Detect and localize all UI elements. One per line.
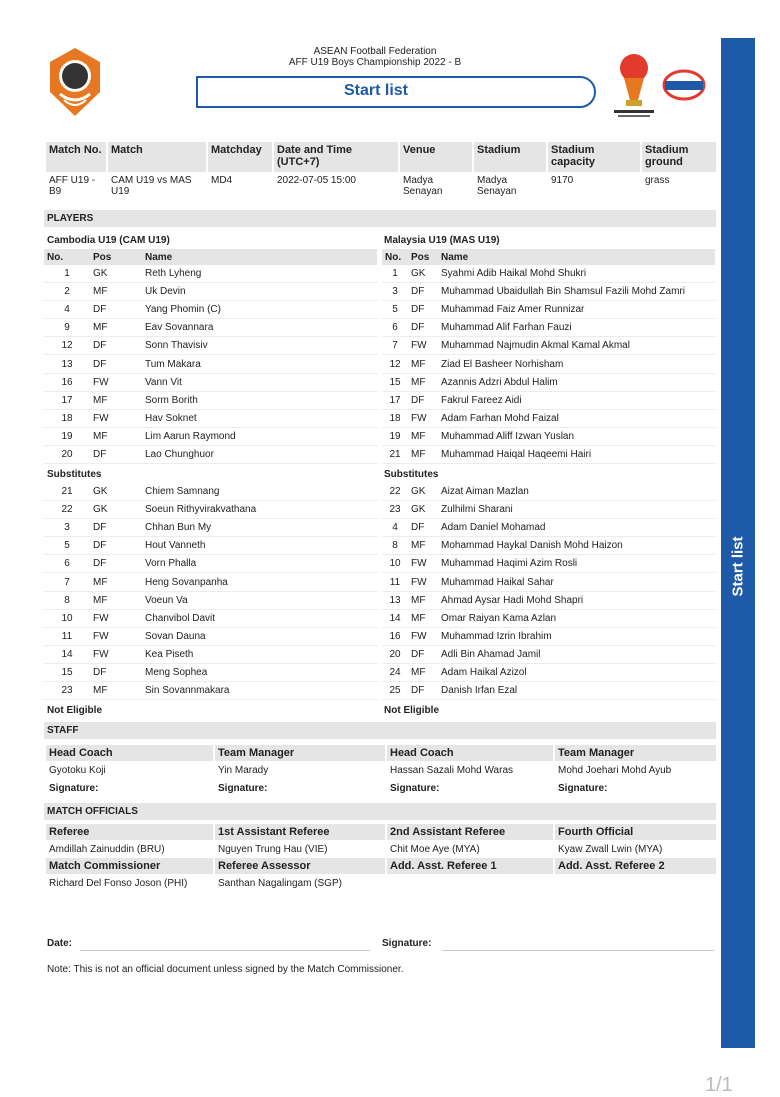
player-position: DF [90, 663, 142, 681]
away-starters-table [382, 249, 715, 464]
player-number: 20 [44, 445, 90, 463]
away-team-manager-header: Team Manager [554, 745, 716, 761]
player-row [382, 519, 715, 537]
away-team-manager: Mohd Joehari Mohd Ayub [554, 761, 716, 779]
player-row [382, 483, 715, 501]
player-position: MF [408, 609, 438, 627]
player-row [44, 319, 377, 337]
player-name: Aizat Aiman Mazlan [438, 483, 715, 501]
match-info-table [44, 142, 716, 200]
capacity-value: 9170 [547, 172, 641, 200]
home-team-manager-header: Team Manager [214, 745, 386, 761]
player-row [382, 265, 715, 283]
player-row [382, 555, 715, 573]
player-number: 24 [382, 663, 408, 681]
player-number: 11 [44, 627, 90, 645]
player-name: Vorn Phalla [142, 555, 377, 573]
player-number: 17 [382, 391, 408, 409]
player-row [382, 609, 715, 627]
player-number: 11 [382, 573, 408, 591]
player-row [44, 627, 377, 645]
player-row [382, 409, 715, 427]
fourth-official-value: Kyaw Zwall Lwin (MYA) [554, 840, 716, 858]
player-name: Sonn Thavisiv [142, 337, 377, 355]
date-line [80, 950, 370, 951]
player-number: 6 [382, 319, 408, 337]
player-position: MF [90, 391, 142, 409]
player-name: Danish Irfan Ezal [438, 682, 715, 700]
player-number: 21 [382, 445, 408, 463]
referee-assessor-header: Referee Assessor [214, 858, 386, 874]
page-title: Start list [343, 82, 408, 99]
away-subs-table [382, 483, 715, 700]
player-row [44, 573, 377, 591]
player-row [382, 645, 715, 663]
player-position: DF [90, 301, 142, 319]
player-number: 23 [382, 501, 408, 519]
stadium-value: Madya Senayan [473, 172, 547, 200]
player-row [44, 355, 377, 373]
player-row [44, 555, 377, 573]
player-row [44, 445, 377, 463]
player-position: FW [90, 409, 142, 427]
player-name: Reth Lyheng [142, 265, 377, 283]
player-number: 5 [44, 537, 90, 555]
player-row [44, 682, 377, 700]
match-commissioner-header: Match Commissioner [45, 858, 214, 874]
match-no-header: Match No. [45, 142, 107, 172]
player-position: DF [90, 337, 142, 355]
player-number: 21 [44, 483, 90, 501]
player-number: 2 [44, 283, 90, 301]
page-indicator: 1/1 [705, 1074, 733, 1096]
match-commissioner-value: Richard Del Fonso Joson (PHI) [45, 874, 214, 892]
player-position: GK [90, 483, 142, 501]
player-position: FW [90, 627, 142, 645]
match-header: Match [107, 142, 207, 172]
player-row [382, 591, 715, 609]
ground-header: Stadium ground [641, 142, 716, 172]
player-name: Ziad El Basheer Norhisham [438, 355, 715, 373]
player-position: DF [408, 301, 438, 319]
player-name: Sin Sovannmakara [142, 682, 377, 700]
player-number: 7 [382, 337, 408, 355]
player-name: Omar Raiyan Kama Azlan [438, 609, 715, 627]
player-name: Syahmi Adib Haikal Mohd Shukri [438, 265, 715, 283]
player-name: Lim Aarun Raymond [142, 427, 377, 445]
away-substitutes-label: Substitutes [384, 469, 439, 480]
player-row [44, 483, 377, 501]
player-row [382, 337, 715, 355]
player-position: MF [408, 355, 438, 373]
home-team-name: Cambodia U19 (CAM U19) [47, 235, 170, 246]
player-position: MF [408, 591, 438, 609]
away-manager-signature-label: Signature: [554, 779, 716, 797]
player-position: GK [408, 265, 438, 283]
player-position: FW [408, 573, 438, 591]
player-row [382, 373, 715, 391]
championship-trophy-logo [612, 48, 656, 122]
no-header: No. [44, 249, 90, 265]
player-row [44, 391, 377, 409]
player-row [382, 627, 715, 645]
name-header: Name [142, 249, 377, 265]
player-number: 1 [44, 265, 90, 283]
event-name: AFF U19 Boys Championship 2022 - B [288, 57, 462, 68]
player-position: DF [408, 682, 438, 700]
home-manager-signature-label: Signature: [214, 779, 386, 797]
home-starters-table [44, 249, 377, 464]
match-value: CAM U19 vs MAS U19 [107, 172, 207, 200]
player-number: 20 [382, 645, 408, 663]
venue-header: Venue [399, 142, 473, 172]
player-name: Uk Devin [142, 283, 377, 301]
home-not-eligible-label: Not Eligible [47, 705, 102, 716]
player-name: Chanvibol Davit [142, 609, 377, 627]
player-row [44, 645, 377, 663]
assistant-referee-1-header: 1st Assistant Referee [214, 824, 386, 840]
player-position: FW [408, 627, 438, 645]
player-position: MF [90, 573, 142, 591]
matchday-value: MD4 [207, 172, 273, 200]
player-name: Muhammad Ubaidullah Bin Shamsul Fazili Mohd Zamri [438, 283, 715, 301]
player-name: Tum Makara [142, 355, 377, 373]
player-row [44, 283, 377, 301]
player-number: 17 [44, 391, 90, 409]
home-team-manager: Yin Marady [214, 761, 386, 779]
player-number: 10 [382, 555, 408, 573]
player-name: Muhammad Haiqal Haqeemi Hairi [438, 445, 715, 463]
player-number: 12 [382, 355, 408, 373]
player-name: Kea Piseth [142, 645, 377, 663]
player-number: 25 [382, 682, 408, 700]
player-name: Muhammad Najmudin Akmal Kamal Akmal [438, 337, 715, 355]
ground-value: grass [641, 172, 716, 200]
player-number: 15 [44, 663, 90, 681]
player-position: MF [408, 427, 438, 445]
player-row [44, 301, 377, 319]
date-label: Date: [47, 938, 73, 949]
player-name: Mohammad Haykal Danish Mohd Haizon [438, 537, 715, 555]
player-number: 3 [44, 519, 90, 537]
player-position: DF [90, 555, 142, 573]
player-number: 14 [44, 645, 90, 663]
player-name: Muhammad Haikal Sahar [438, 573, 715, 591]
player-row [382, 391, 715, 409]
player-name: Adam Daniel Mohamad [438, 519, 715, 537]
player-row [44, 337, 377, 355]
player-position: MF [408, 537, 438, 555]
player-name: Zulhilmi Sharani [438, 501, 715, 519]
player-number: 14 [382, 609, 408, 627]
add-asst-referee-1-header: Add. Asst. Referee 1 [386, 858, 554, 874]
stadium-header: Stadium [473, 142, 547, 172]
officials-table [44, 824, 716, 892]
sidebar-band [721, 38, 755, 1048]
player-position: MF [90, 682, 142, 700]
player-name: Sovan Dauna [142, 627, 377, 645]
player-position: GK [408, 483, 438, 501]
player-row [44, 591, 377, 609]
signature-label: Signature: [382, 938, 432, 949]
player-name: Adam Haikal Azizol [438, 663, 715, 681]
player-name: Vann Vit [142, 373, 377, 391]
player-name: Muhammad Aliff Izwan Yuslan [438, 427, 715, 445]
player-row [382, 445, 715, 463]
player-number: 4 [382, 519, 408, 537]
player-position: FW [408, 409, 438, 427]
player-position: DF [90, 445, 142, 463]
player-row [44, 501, 377, 519]
player-number: 23 [44, 682, 90, 700]
player-number: 22 [44, 501, 90, 519]
venue-value: Madya Senayan [399, 172, 473, 200]
player-number: 19 [44, 427, 90, 445]
player-position: FW [90, 609, 142, 627]
player-name: Lao Chunghuor [142, 445, 377, 463]
player-position: MF [408, 663, 438, 681]
player-number: 6 [44, 555, 90, 573]
away-not-eligible-label: Not Eligible [384, 705, 439, 716]
player-name: Voeun Va [142, 591, 377, 609]
player-number: 5 [382, 301, 408, 319]
add-asst-referee-2-header: Add. Asst. Referee 2 [554, 858, 716, 874]
fourth-official-header: Fourth Official [554, 824, 716, 840]
player-number: 19 [382, 427, 408, 445]
add-asst-referee-1-value [386, 874, 554, 892]
title-banner [196, 76, 596, 108]
player-name: Muhammad Haqimi Azim Rosli [438, 555, 715, 573]
player-number: 13 [44, 355, 90, 373]
player-name: Chiem Samnang [142, 483, 377, 501]
player-name: Soeun Rithyvirakvathana [142, 501, 377, 519]
player-number: 8 [382, 537, 408, 555]
player-position: MF [90, 283, 142, 301]
staff-table [44, 745, 716, 797]
player-position: FW [408, 555, 438, 573]
player-name: Muhammad Alif Farhan Fauzi [438, 319, 715, 337]
aff-logo [46, 46, 104, 120]
player-name: Yang Phomin (C) [142, 301, 377, 319]
name-header: Name [438, 249, 715, 265]
player-row [44, 427, 377, 445]
player-name: Adam Farhan Mohd Faizal [438, 409, 715, 427]
add-asst-referee-2-value [554, 874, 716, 892]
player-number: 16 [44, 373, 90, 391]
player-position: DF [408, 645, 438, 663]
player-position: DF [90, 537, 142, 555]
player-row [382, 301, 715, 319]
player-position: DF [408, 283, 438, 301]
home-substitutes-label: Substitutes [47, 469, 102, 480]
player-position: FW [90, 645, 142, 663]
player-row [382, 501, 715, 519]
assistant-referee-2-header: 2nd Assistant Referee [386, 824, 554, 840]
player-name: Hout Vanneth [142, 537, 377, 555]
player-row [382, 427, 715, 445]
player-position: DF [90, 355, 142, 373]
player-row [382, 319, 715, 337]
sidebar-title: Start list [729, 536, 747, 597]
player-name: Fakrul Fareez Aidi [438, 391, 715, 409]
home-head-coach-header: Head Coach [45, 745, 214, 761]
player-number: 1 [382, 265, 408, 283]
away-coach-signature-label: Signature: [386, 779, 554, 797]
player-number: 18 [44, 409, 90, 427]
player-name: Meng Sophea [142, 663, 377, 681]
player-number: 9 [44, 319, 90, 337]
player-name: Ahmad Aysar Hadi Mohd Shapri [438, 591, 715, 609]
player-position: GK [408, 501, 438, 519]
player-position: DF [90, 519, 142, 537]
assistant-referee-1-value: Nguyen Trung Hau (VIE) [214, 840, 386, 858]
player-position: DF [408, 519, 438, 537]
officials-section-bar: MATCH OFFICIALS [44, 803, 716, 820]
player-name: Heng Sovanpanha [142, 573, 377, 591]
player-position: MF [90, 319, 142, 337]
player-name: Eav Sovannara [142, 319, 377, 337]
away-head-coach: Hassan Sazali Mohd Waras [386, 761, 554, 779]
player-position: GK [90, 501, 142, 519]
away-team-name: Malaysia U19 (MAS U19) [384, 235, 500, 246]
player-position: FW [90, 373, 142, 391]
player-position: DF [408, 391, 438, 409]
disclaimer-note: Note: This is not an official document unless signed by the Match Commissioner. [47, 964, 404, 975]
player-number: 16 [382, 627, 408, 645]
player-number: 7 [44, 573, 90, 591]
player-number: 3 [382, 283, 408, 301]
players-section-bar: PLAYERS [44, 210, 716, 227]
referee-assessor-value: Santhan Nagalingam (SGP) [214, 874, 386, 892]
datetime-value: 2022-07-05 15:00 [273, 172, 399, 200]
player-number: 8 [44, 591, 90, 609]
player-row [382, 283, 715, 301]
player-name: Chhan Bun My [142, 519, 377, 537]
player-number: 22 [382, 483, 408, 501]
signature-line [442, 950, 714, 951]
matchday-header: Matchday [207, 142, 273, 172]
player-name: Azannis Adzri Abdul Halim [438, 373, 715, 391]
referee-value: Amdillah Zainuddin (BRU) [45, 840, 214, 858]
player-position: GK [90, 265, 142, 283]
pos-header: Pos [408, 249, 438, 265]
player-name: Muhammad Faiz Amer Runnizar [438, 301, 715, 319]
match-no-value: AFF U19 - B9 [45, 172, 107, 200]
staff-section-bar: STAFF [44, 722, 716, 739]
player-row [44, 265, 377, 283]
player-number: 13 [382, 591, 408, 609]
player-name: Hav Soknet [142, 409, 377, 427]
home-coach-signature-label: Signature: [45, 779, 214, 797]
player-number: 15 [382, 373, 408, 391]
player-position: MF [408, 373, 438, 391]
referee-header: Referee [45, 824, 214, 840]
player-name: Adli Bin Ahamad Jamil [438, 645, 715, 663]
player-row [382, 663, 715, 681]
away-head-coach-header: Head Coach [386, 745, 554, 761]
broadcaster-logo [662, 68, 706, 102]
assistant-referee-2-value: Chit Moe Aye (MYA) [386, 840, 554, 858]
pos-header: Pos [90, 249, 142, 265]
player-row [44, 609, 377, 627]
home-subs-table [44, 483, 377, 700]
player-number: 12 [44, 337, 90, 355]
player-row [44, 409, 377, 427]
org-name: ASEAN Football Federation [313, 46, 437, 57]
player-row [382, 355, 715, 373]
player-position: MF [408, 445, 438, 463]
player-position: MF [90, 427, 142, 445]
capacity-header: Stadium capacity [547, 142, 641, 172]
player-number: 18 [382, 409, 408, 427]
player-number: 4 [44, 301, 90, 319]
datetime-header: Date and Time (UTC+7) [273, 142, 399, 172]
player-row [44, 537, 377, 555]
home-head-coach: Gyotoku Koji [45, 761, 214, 779]
player-row [44, 519, 377, 537]
player-row [44, 373, 377, 391]
player-number: 10 [44, 609, 90, 627]
player-row [382, 682, 715, 700]
player-position: FW [408, 337, 438, 355]
player-name: Muhammad Izrin Ibrahim [438, 627, 715, 645]
player-row [44, 663, 377, 681]
no-header: No. [382, 249, 408, 265]
player-row [382, 573, 715, 591]
player-position: DF [408, 319, 438, 337]
player-name: Sorm Borith [142, 391, 377, 409]
player-position: MF [90, 591, 142, 609]
player-row [382, 537, 715, 555]
